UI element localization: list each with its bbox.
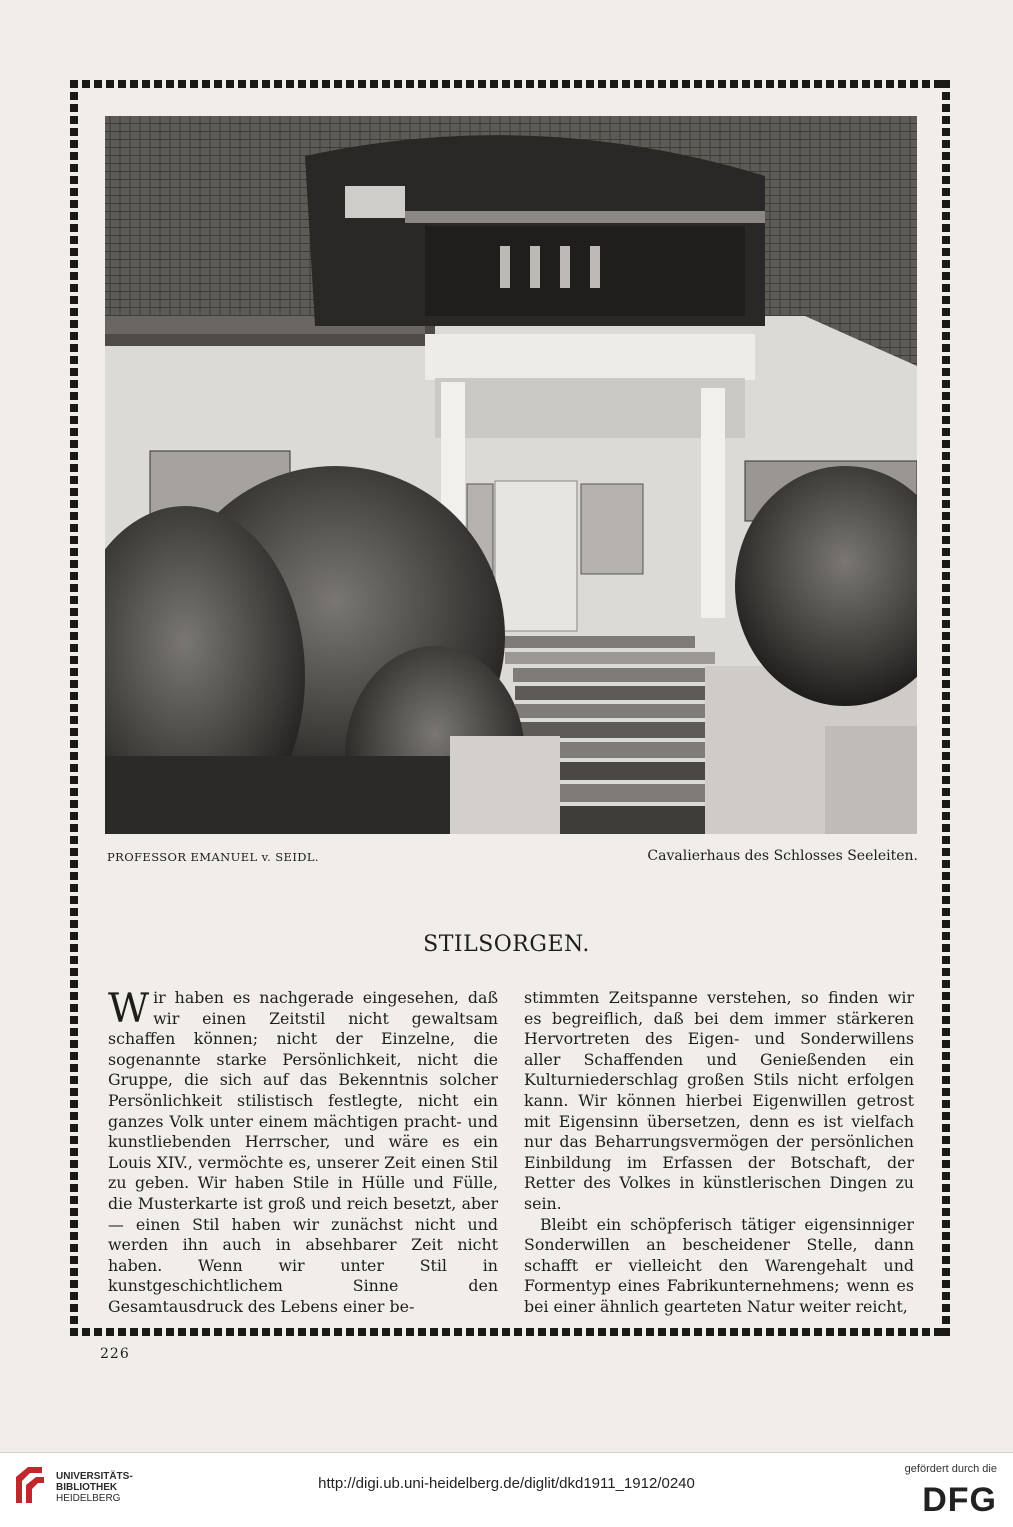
text-column-left [108,988,498,1318]
dfg-logo: DFG [922,1481,997,1519]
house-photograph [105,116,917,834]
text-column-right [524,988,914,1318]
university-library-name: UNIVERSITÄTS- BIBLIOTHEK HEIDELBERG [56,1471,133,1504]
page-number: 226 [100,1346,130,1362]
drop-cap: W [108,986,150,1032]
paragraph: stimmten Zeitspanne verstehen, so finden wir es begreiflich, daß bei dem immer stärkeren Hervortreten des Eigen- und Sonderwillens aller Schaffenden und Genießenden ein Kulturniederschlag großen Stils nicht erfolgen kann. Wir können hierbei Eigenwillen getrost mit Eigensinn übersetzen, denn es ist vielfach nur das Beharrungsvermögen der persönlichen Einbildung im Erfassen der Botschaft, der Retter des Volkes in künstlerischen Dingen zu sein. [524,988,914,1213]
article-title: STILSORGEN. [423,932,590,957]
paragraph: Bleibt ein schöpferisch tätiger eigensinniger Sonderwillen an bescheidener Stelle, dann schafft er vielleicht den Warengehalt und Formentyp eines Fabrikunternehmens; wenn es bei einer ähnlich gearteten Natur weiter reicht, [524,1214,914,1316]
funding-note: gefördert durch die [904,1463,997,1475]
document-url-link[interactable]: http://digi.ub.uni-heidelberg.de/diglit/dkd1911_1912/0240 [318,1475,695,1492]
photo-caption-title: Cavalierhaus des Schlosses Seeleiten. [647,848,918,864]
photo-caption-architect: PROFESSOR EMANUEL v. SEIDL. [107,850,319,864]
viewer-footer [0,1452,1013,1527]
paragraph: Wir haben es nachgerade eingesehen, daß wir einen Zeitstil nicht gewaltsam schaffen können; nicht der Einzelne, die sogenannte starke Persönlichkeit, nicht die Gruppe, die sich auf das Bekenntnis solcher Persönlichkeit stilistisch festlegte, nicht ein ganzes Volk unter einem mächtigen pracht- und kunstliebenden Herrscher, und wäre es ein Louis XIV., vermöchte es, unserer Zeit einen Stil zu geben. Wir haben Stile in Hülle und Fülle, die Musterkarte ist groß und reich besetzt, aber — einen Stil haben wir zunächst nicht und werden ihn auch in absehbarer Zeit nicht haben. Wenn wir unter Stil in kunstgeschichtlichem Sinne den Gesamtausdruck des Lebens einer be- [108,986,498,1316]
